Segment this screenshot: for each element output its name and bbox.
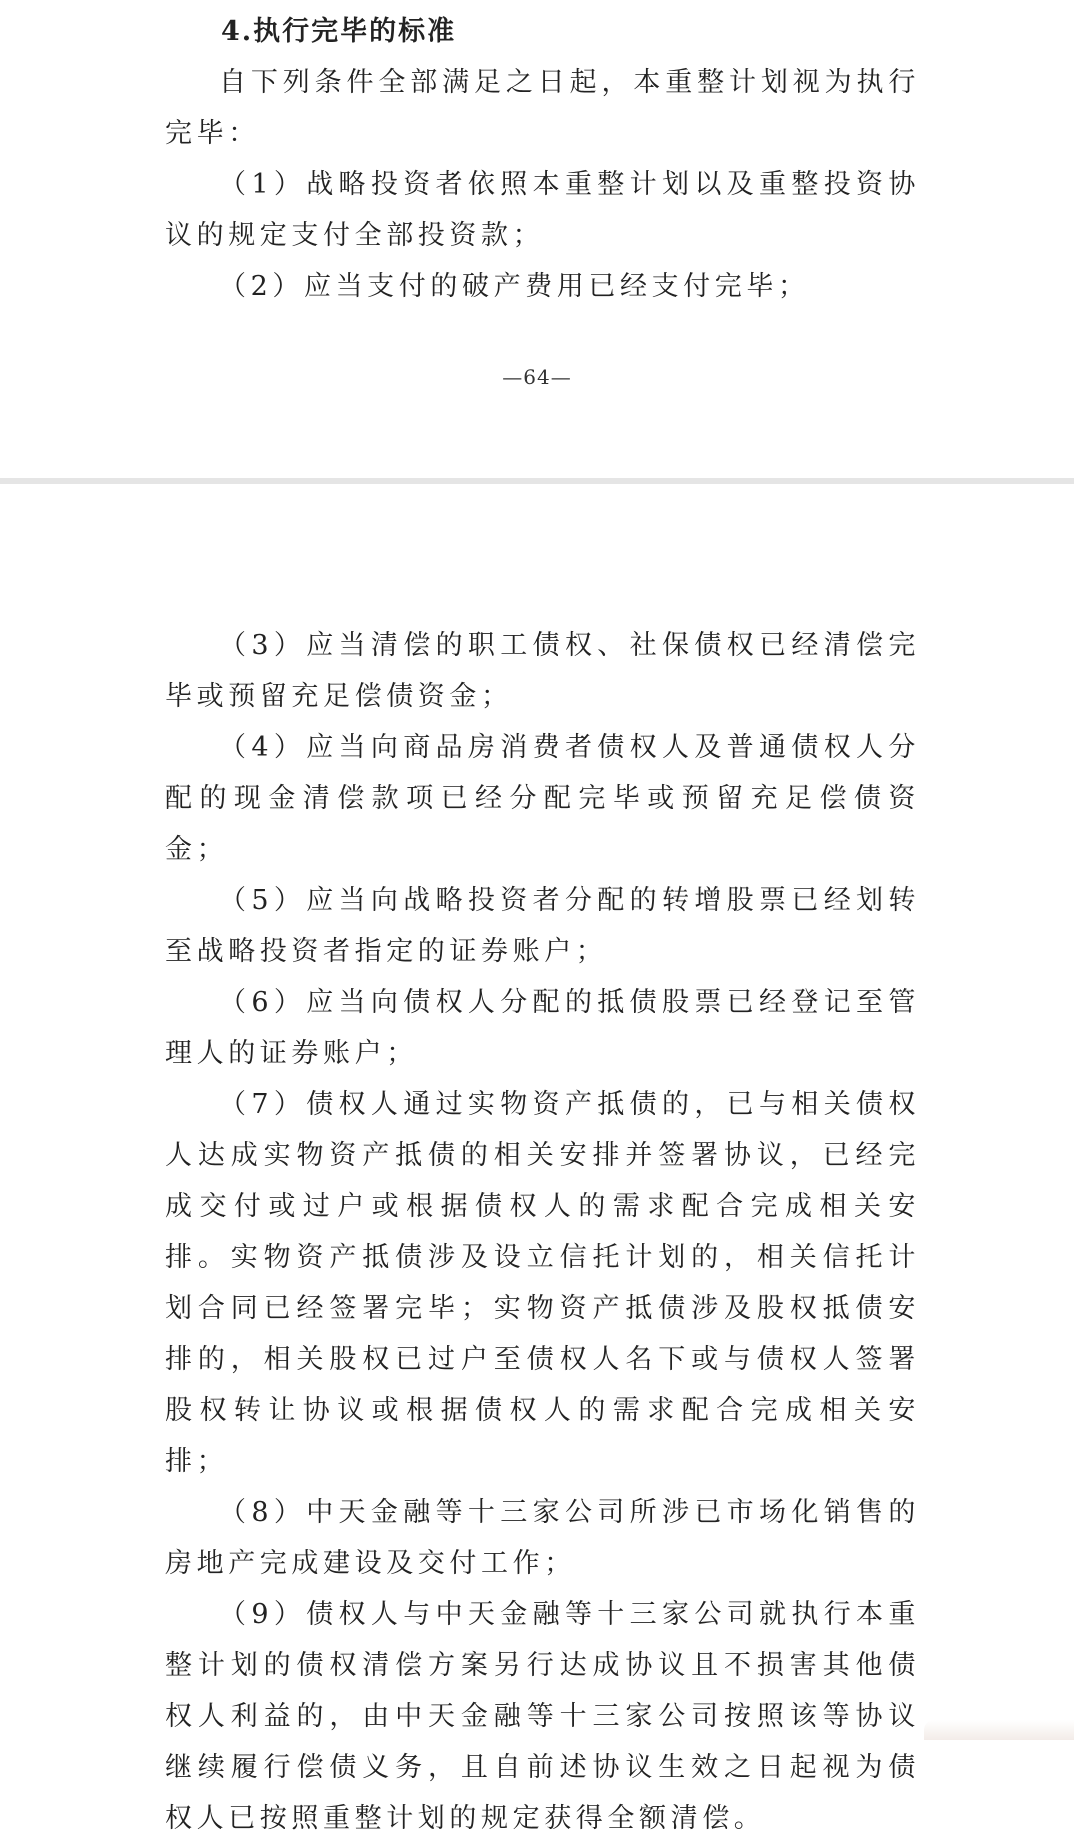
page-bottom-body [165, 620, 920, 1844]
document-page-bottom [0, 484, 1074, 1834]
paragraph-item-7: （7）债权人通过实物资产抵债的，已与相关债权人达成实物资产抵债的相关安排并签署协议，已经完成交付或过户或根据债权人的需求配合完成相关安排。实物资产抵债涉及设立信托计划的，相关信托计划合同已经签署完毕；实物资产抵债涉及股权抵债安排的，相关股权已过户至债权人名下或与债权人签署股权转让协议或根据债权人的需求配合完成相关安排； [165, 1089, 920, 1477]
paragraph-item-8: （8）中天金融等十三家公司所涉已市场化销售的房地产完成建设及交付工作； [165, 1497, 920, 1579]
paragraph-item-6: （6）应当向债权人分配的抵债股票已经登记至管理人的证券账户； [165, 987, 920, 1069]
paragraph-item-5: （5）应当向战略投资者分配的转增股票已经划转至战略投资者指定的证券账户； [165, 885, 920, 967]
page-number: —64— [502, 365, 572, 389]
page-top-body [165, 57, 920, 312]
paragraph-item-3: （3）应当清偿的职工债权、社保债权已经清偿完毕或预留充足偿债资金； [165, 630, 920, 712]
paragraph-item-1: （1）战略投资者依照本重整计划以及重整投资协议的规定支付全部投资款； [165, 169, 920, 251]
paragraph-intro: 自下列条件全部满足之日起，本重整计划视为执行完毕： [165, 67, 920, 149]
paragraph-item-2: （2）应当支付的破产费用已经支付完毕； [219, 271, 810, 302]
corner-shadow [924, 1720, 1074, 1740]
section-heading: 4.执行完毕的标准 [221, 16, 457, 47]
paragraph-item-9: （9）债权人与中天金融等十三家公司就执行本重整计划的债权清偿方案另行达成协议且不损害其他债权人利益的，由中天金融等十三家公司按照该等协议继续履行偿债义务，且自前述协议生效之日起视为债权人已按照重整计划的规定获得全额清偿。 [165, 1599, 920, 1834]
document-page-top [0, 0, 1074, 478]
paragraph-item-4: （4）应当向商品房消费者债权人及普通债权人分配的现金清偿款项已经分配完毕或预留充足偿债资金； [165, 732, 920, 865]
